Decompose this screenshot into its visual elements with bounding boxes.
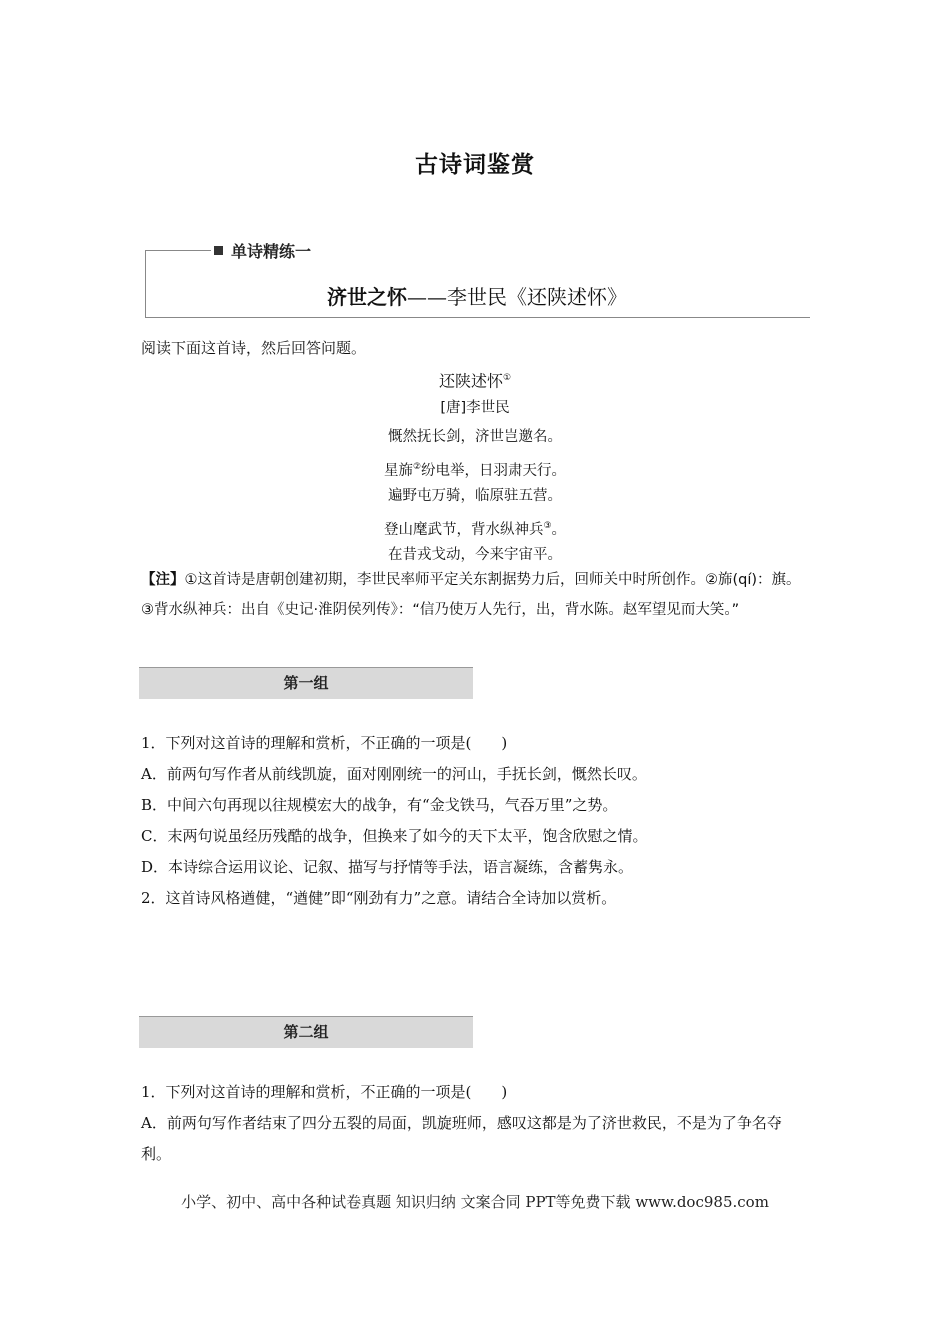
footnote-mark: ② xyxy=(412,461,422,472)
footnote-mark: ③ xyxy=(543,520,552,531)
question-1: 1．下列对这首诗的理解和赏析，不正确的一项是( ) xyxy=(141,1083,508,1101)
option-a: A．前两句写作者结束了四分五裂的局面，凯旋班师，感叹这都是为了济世救民，不是为了争名夺利。 xyxy=(141,1114,782,1163)
option-a: A．前两句写作者从前线凯旋，面对刚刚统一的河山，手抚长剑，慨然长叹。 xyxy=(141,765,647,783)
poem xyxy=(0,364,950,571)
section-subtitle xyxy=(145,281,809,310)
poem-author: [唐]李世民 xyxy=(440,399,510,416)
option-b: B．中间六句再现以往规模宏大的战争，有“金戈铁马，气吞万里”之势。 xyxy=(141,796,618,814)
poem-line: 慨然抚长剑，济世岂邀名。 xyxy=(388,429,562,445)
option-c: C．末两句说虽经历残酷的战争，但换来了如今的天下太平，饱含欣慰之情。 xyxy=(141,827,648,845)
group1-questions xyxy=(141,728,811,914)
poem-line-part: 登山麾武节，背水纵神兵 xyxy=(383,521,544,538)
page-title: 古诗词鉴赏 xyxy=(415,152,535,178)
annotation xyxy=(141,565,811,625)
poem-title-line xyxy=(0,364,950,394)
poem-line xyxy=(0,453,950,483)
subtitle-main: 济世之怀 xyxy=(327,285,407,309)
poem-title-note: ① xyxy=(502,373,512,383)
subtitle-dash: —— xyxy=(407,285,447,309)
group-header-2: 第二组 xyxy=(139,1016,473,1048)
option-d: D．本诗综合运用议论、记叙、描写与抒情等手法，语言凝练，含蓄隽永。 xyxy=(141,858,634,876)
group-header-1: 第一组 xyxy=(139,667,473,699)
poem-line: 遍野屯万骑，临原驻五营。 xyxy=(388,488,562,504)
annotation-text: ①这首诗是唐朝创建初期，李世民率师平定关东割据势力后，回师关中时所创作。②旆(qí)：旗。③背水纵神兵：出自《史记·淮阴侯列传》：“信乃使万人先行，出，背水陈。赵军望见而大笑。” xyxy=(141,572,801,618)
square-bullet-icon xyxy=(214,246,223,255)
reading-instruction: 阅读下面这首诗，然后回答问题。 xyxy=(141,339,367,357)
group2-questions xyxy=(141,1077,811,1170)
section-frame-topline xyxy=(145,250,211,251)
question-2: 2．这首诗风格遒健，“遒健”即“刚劲有力”之意。请结合全诗加以赏析。 xyxy=(141,889,617,907)
poem-line: 在昔戎戈动，今来宇宙平。 xyxy=(388,547,562,563)
question-1: 1．下列对这首诗的理解和赏析，不正确的一项是( ) xyxy=(141,734,508,752)
section-label-text: 单诗精练一 xyxy=(231,242,312,261)
annotation-tag: 【注】 xyxy=(141,572,185,588)
poem-line xyxy=(0,512,950,542)
poem-line-part: 星旆 xyxy=(383,462,413,479)
section-label xyxy=(212,239,311,262)
poem-title: 还陕述怀 xyxy=(438,371,503,391)
poem-line-part: 。 xyxy=(551,521,567,538)
page-footer: 小学、初中、高中各种试卷真题 知识归纳 文案合同 PPT等免费下载 www.doc985.com xyxy=(181,1193,769,1211)
subtitle-rest: 李世民《还陕述怀》 xyxy=(447,285,627,309)
poem-line-part: 纷电举，日羽肃天行。 xyxy=(421,462,567,479)
